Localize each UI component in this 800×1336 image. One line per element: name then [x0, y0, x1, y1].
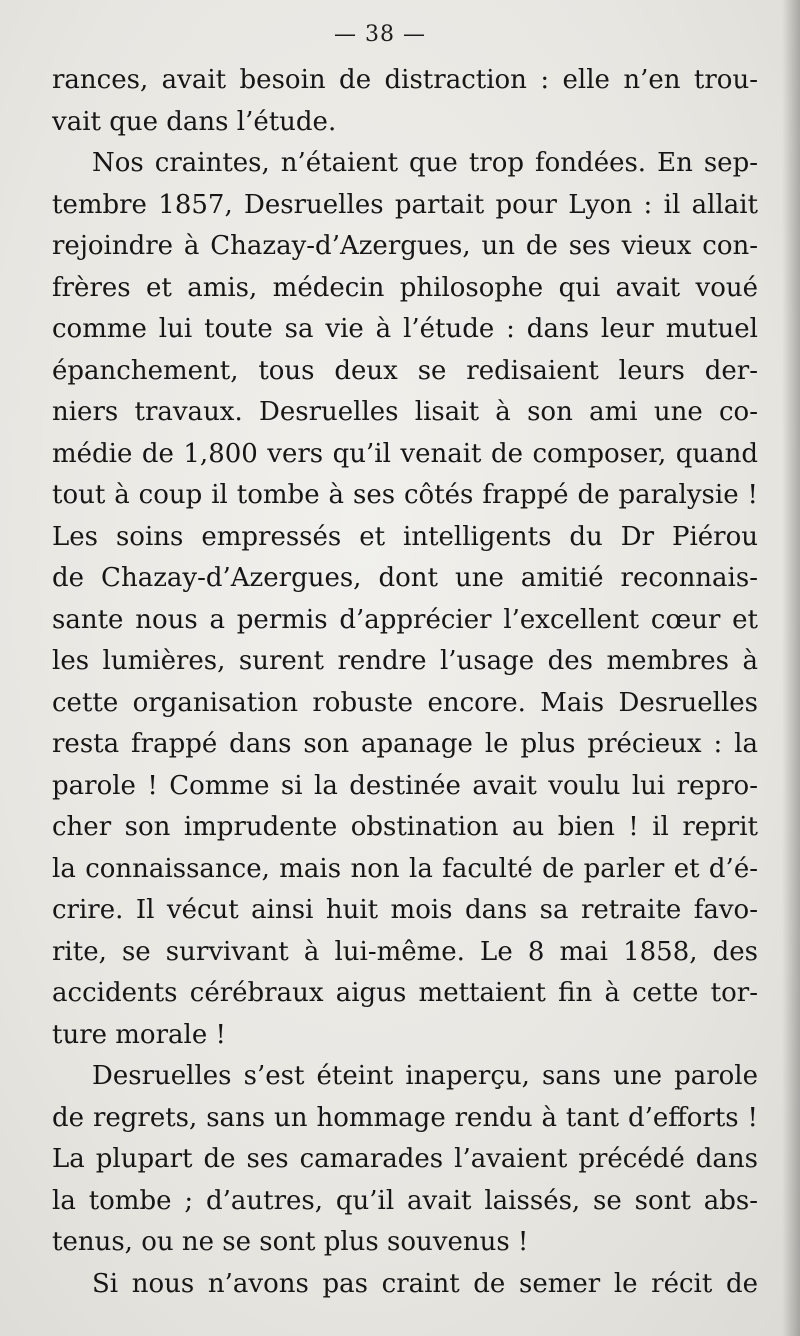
text-line: niers travaux. Desruelles lisait à son ami une co-: [52, 397, 758, 427]
text-line: Desruelles s’est éteint inaperçu, sans une parole: [92, 1061, 758, 1091]
text-line: de Chazay-d’Azergues, dont une amitié reconnais-: [52, 563, 758, 593]
text-line: Nos craintes, n’étaient que trop fondées. En sep-: [92, 148, 758, 178]
text-line: parole ! Comme si la destinée avait voulu lui repro-: [52, 770, 758, 801]
text-line: de regrets, sans un hommage rendu à tant d’efforts !: [52, 1102, 758, 1133]
text-line: resta frappé dans son apanage le plus précieux : la: [52, 729, 758, 759]
paragraph: [52, 143, 758, 1056]
text-line: la tombe ; d’autres, qu’il avait laissés, se sont abs-: [52, 1185, 758, 1216]
text-line: accidents cérébraux aigus mettaient fin à cette tor-: [52, 978, 758, 1008]
text-line: médie de 1,800 vers qu’il venait de composer, quand: [52, 438, 758, 469]
text-line: cette organisation robuste encore. Mais Desruelles: [52, 687, 758, 718]
text-line: les lumières, surent rendre l’usage des membres à: [52, 646, 758, 676]
text-line: tout à coup il tombe à ses côtés frappé de paralysie !: [52, 480, 758, 510]
text-line: sante nous a permis d’apprécier l’excellent cœur et: [52, 604, 758, 635]
binding-shadow: [782, 0, 800, 1336]
text-line: rejoindre à Chazay-d’Azergues, un de ses vieux con-: [52, 231, 758, 261]
text-line: vait que dans l’étude.: [52, 106, 337, 137]
text-line: Les soins empressés et intelligents du Dr Piérou: [52, 521, 758, 552]
text-line: tenus, ou ne se sont plus souvenus !: [52, 1227, 529, 1257]
text-line: la connaissance, mais non la faculté de parler et d’é-: [52, 853, 758, 884]
paragraph: [52, 1056, 758, 1264]
text-line: rite, se survivant à lui-même. Le 8 mai 1858, des: [52, 936, 758, 967]
text-line: Si nous n’avons pas craint de semer le récit de: [92, 1268, 758, 1299]
text-line: épanchement, tous deux se redisaient leurs der-: [52, 355, 758, 386]
text-line: tembre 1857, Desruelles partait pour Lyon : il allait: [52, 189, 758, 220]
text-line: cher son imprudente obstination au bien ! il reprit: [52, 812, 758, 842]
text-line: rances, avait besoin de distraction : elle n’en trou-: [52, 65, 758, 95]
text-line: crire. Il vécut ainsi huit mois dans sa retraite favo-: [52, 895, 758, 925]
body-text: [52, 60, 758, 1305]
paragraph: [52, 1264, 758, 1306]
text-line: La plupart de ses camarades l’avaient précédé dans: [52, 1144, 758, 1174]
paragraph: [52, 60, 758, 143]
text-line: frères et amis, médecin philosophe qui avait voué: [52, 272, 758, 303]
text-line: comme lui toute sa vie à l’étude : dans leur mutuel: [52, 314, 758, 344]
text-line: ture morale !: [52, 1019, 226, 1050]
page-number: — 38 —: [334, 22, 426, 47]
